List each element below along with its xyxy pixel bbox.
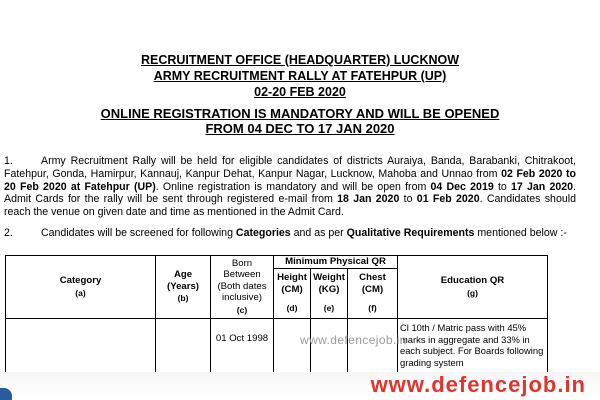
- para-text: . Admit Cards for the rally will be sent through registered e-mail from: [4, 180, 576, 206]
- height-cell: [274, 319, 311, 379]
- chest-header: Chest (CM) (f): [348, 269, 398, 319]
- age-header: Age (Years) (b): [156, 256, 211, 319]
- age-cell: [156, 319, 211, 379]
- paragraph-2: [4, 227, 576, 240]
- paragraph-number: 2.: [4, 227, 13, 239]
- para-text: and as per: [290, 227, 347, 239]
- weight-cell: [311, 319, 348, 379]
- registration-period: FROM 04 DEC TO 17 JAN 2020: [205, 121, 395, 136]
- education-header: Education QR (g): [398, 256, 548, 319]
- height-header: Height (CM) (d): [274, 269, 311, 319]
- para-text: . Online registration is mandatory and will be open from: [155, 180, 431, 193]
- paragraph-1: [4, 155, 576, 219]
- para-bold: 02 Feb 2020 to 20 Feb 2020 at Fatehpur (UP): [4, 167, 577, 193]
- rally-title: ARMY RECRUITMENT RALLY AT FATEHPUR (UP): [153, 69, 447, 83]
- para-bold: Qualitative Requirements: [346, 227, 475, 239]
- para-text: mentioned below :-: [474, 227, 567, 239]
- para-bold: 04 Dec 2019: [430, 180, 494, 193]
- min-physical-header: Minimum Physical QR: [274, 256, 398, 269]
- brand-link[interactable]: www.defencejob.in: [370, 372, 586, 397]
- watermark: www.defencejob.in: [300, 333, 407, 347]
- office-title: RECRUITMENT OFFICE (HEADQUARTER) LUCKNOW: [140, 53, 460, 67]
- para-bold: 01 Feb 2020: [416, 193, 480, 206]
- para-bold: 17 Jan 2020: [511, 180, 574, 193]
- para-text: to: [493, 180, 511, 193]
- weight-header: Weight (KG) (e): [311, 269, 348, 319]
- qualification-table: [5, 255, 548, 379]
- education-cell: Cl 10th / Matric pass with 45% marks in aggregate and 33% in each subject. For Boards following grading system: [398, 319, 548, 379]
- para-text: to: [399, 193, 417, 206]
- chest-cell: [348, 319, 398, 379]
- para-text: Candidates will be screened for following: [41, 227, 236, 239]
- para-text: . Candidates should reach the venue on given date and time as mentioned in the Admit Card.: [4, 193, 576, 219]
- category-cell: [6, 319, 156, 379]
- rally-dates: 02-20 FEB 2020: [254, 85, 346, 99]
- born-header: Born Between (Both dates inclusive) (c): [211, 256, 274, 319]
- registration-notice: ONLINE REGISTRATION IS MANDATORY AND WILL BE OPENED: [100, 106, 500, 121]
- paragraph-number: 1.: [4, 155, 13, 167]
- para-bold: Categories: [235, 227, 291, 239]
- born-cell: 01 Oct 1998: [211, 319, 274, 379]
- para-bold: 18 Jan 2020: [337, 193, 400, 206]
- para-text: Army Recruitment Rally will be held for eligible candidates of districts Auraiya, Banda, Barabanki, Chitrakoot, Fatehpur, Gonda, Hamirpur, Kannauj, Kanpur Dehat, Kanpur Nagar, Lucknow, Mahoba and Unnao from: [4, 155, 576, 180]
- category-header: Category (a): [6, 256, 156, 319]
